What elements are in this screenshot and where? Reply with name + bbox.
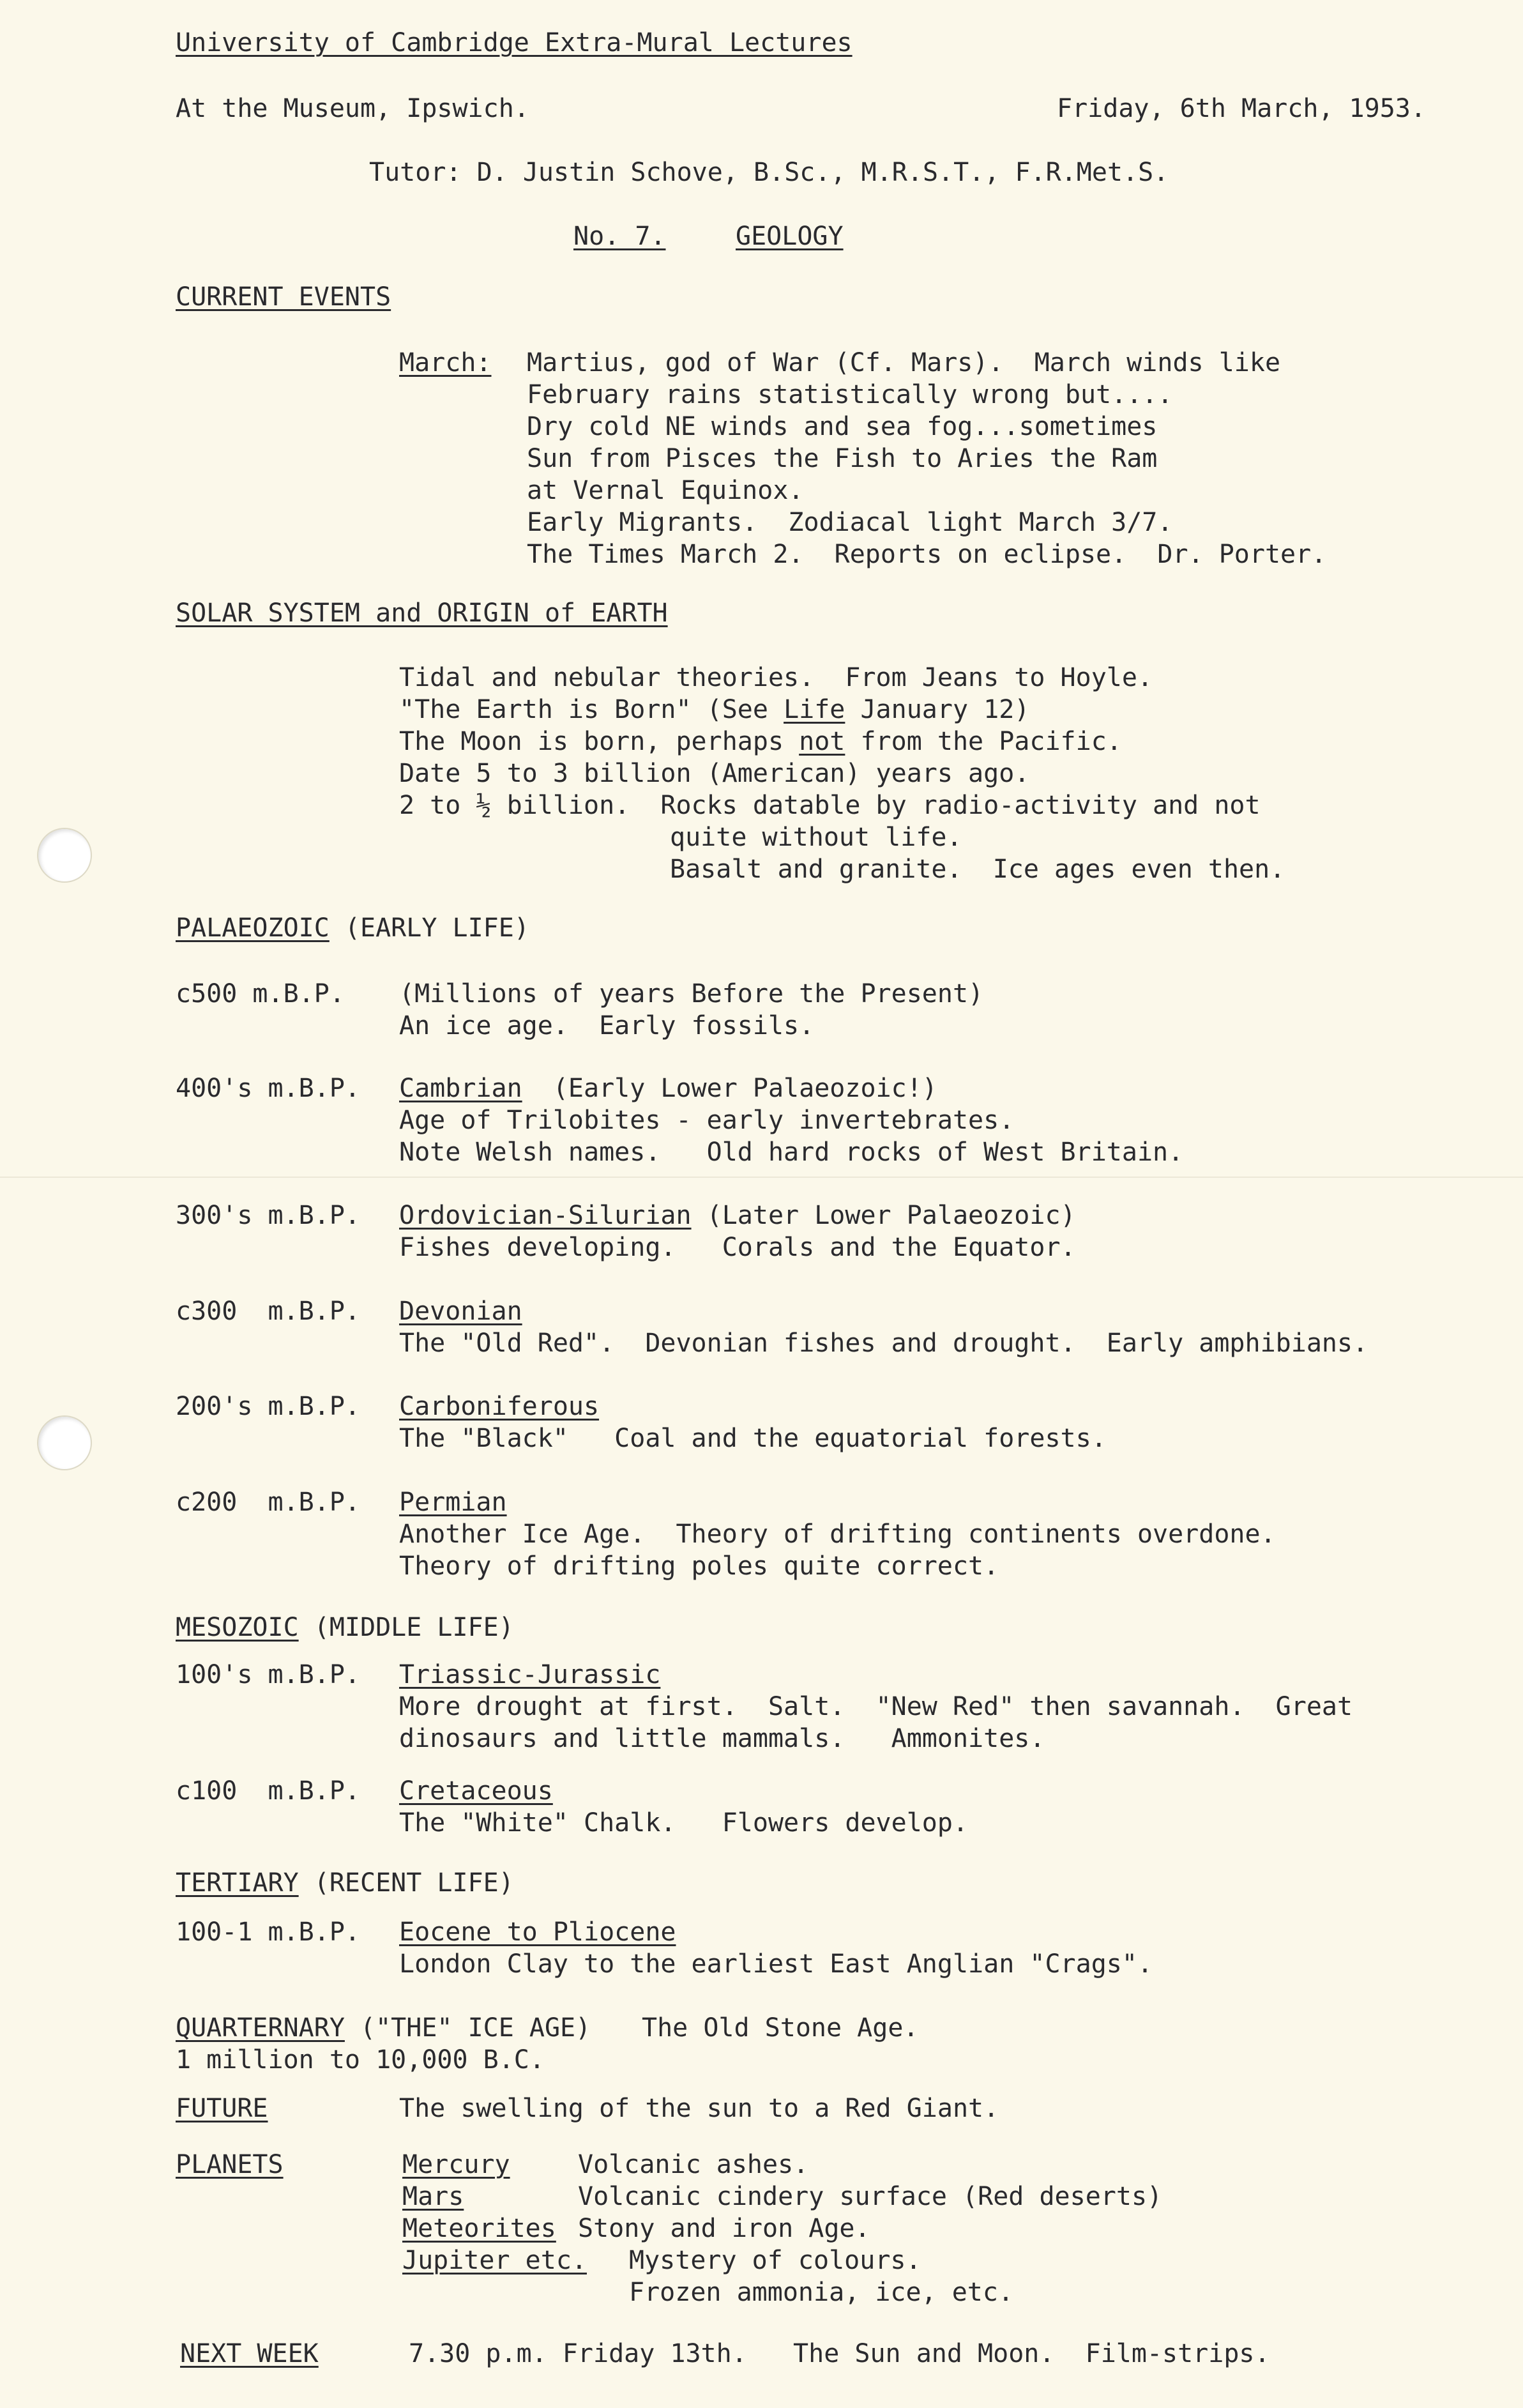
era-name: PALAEOZOIC: [176, 913, 330, 943]
period-line: Note Welsh names. Old hard rocks of West Britain.: [399, 1138, 1184, 1167]
period-title: [399, 1072, 937, 1104]
period-line: Another Ice Age. Theory of drifting continents overdone.: [399, 1520, 1276, 1549]
quaternary-note: The Old Stone Age.: [642, 2013, 919, 2043]
future-text: The swelling of the sun to a Red Giant.: [399, 2094, 999, 2123]
emphasis-not: not: [799, 727, 845, 756]
era-name: MESOZOIC: [176, 1613, 299, 1642]
period-name: Devonian: [399, 1297, 522, 1326]
period-line: An ice age. Early fossils.: [399, 1011, 815, 1040]
venue: At the Museum, Ipswich.: [176, 94, 529, 123]
period-age: 400's m.B.P.: [176, 1074, 360, 1103]
mesozoic-heading: [176, 1612, 514, 1643]
solar-system-heading: SOLAR SYSTEM and ORIGIN of EARTH: [176, 598, 668, 628]
period-line: Fishes developing. Corals and the Equator.: [399, 1233, 1076, 1262]
tutor: Tutor: D. Justin Schove, B.Sc., M.R.S.T., F.R.Met.S.: [369, 158, 1169, 187]
period-line: Theory of drifting poles quite correct.: [399, 1551, 999, 1581]
next-week-heading: NEXT WEEK: [180, 2339, 319, 2368]
planet-name: Jupiter etc.: [402, 2246, 587, 2275]
period-name: Ordovician-Silurian: [399, 1201, 692, 1230]
current-events-line: Dry cold NE winds and sea fog...sometimes: [527, 412, 1158, 441]
solar-system-text: The Moon is born, perhaps: [399, 727, 799, 756]
period-title: [399, 1200, 1076, 1231]
planet-note: Stony and iron Age.: [578, 2214, 870, 2243]
punch-hole-bottom: [37, 1415, 92, 1470]
current-events-line: Early Migrants. Zodiacal light March 3/7.: [527, 508, 1173, 537]
period-note: (Millions of years Before the Present): [399, 979, 984, 1009]
period-name: Carboniferous: [399, 1392, 600, 1421]
quaternary-heading: [176, 2012, 591, 2044]
planet-note: Volcanic ashes.: [578, 2150, 809, 2179]
period-name: Triassic-Jurassic: [399, 1660, 661, 1689]
quaternary-range: 1 million to 10,000 B.C.: [176, 2045, 545, 2075]
punch-hole-top: [37, 828, 92, 883]
solar-system-line: [399, 694, 1029, 726]
planet-name: Mars: [402, 2182, 464, 2211]
planet-name: Mercury: [402, 2150, 510, 2179]
era-subtitle: (RECENT LIFE): [298, 1868, 514, 1898]
period-line: London Clay to the earliest East Anglian "Crags".: [399, 1949, 1153, 1979]
tertiary-heading: [176, 1867, 514, 1899]
era-name: QUARTERNARY: [176, 2013, 345, 2043]
life-magazine-ref: Life: [784, 695, 845, 724]
current-events-line: Sun from Pisces the Fish to Aries the Ram: [527, 444, 1158, 473]
solar-system-line: Date 5 to 3 billion (American) years ago.: [399, 759, 1030, 788]
solar-system-line: quite without life.: [670, 823, 962, 852]
period-name: Permian: [399, 1488, 507, 1517]
solar-system-line: Tidal and nebular theories. From Jeans to Hoyle.: [399, 663, 1153, 692]
paper-fold: [0, 1177, 1523, 1178]
lecture-number: No. 7.: [573, 222, 666, 251]
planet-note: Mystery of colours.: [629, 2246, 921, 2275]
period-age: 200's m.B.P.: [176, 1392, 360, 1421]
current-events-line: Martius, god of War (Cf. Mars). March winds like: [527, 348, 1281, 377]
period-age: c200 m.B.P.: [176, 1488, 360, 1517]
lecture-title: GEOLOGY: [736, 222, 844, 251]
period-age: 100's m.B.P.: [176, 1660, 360, 1689]
period-age: 100-1 m.B.P.: [176, 1917, 360, 1947]
period-age: c100 m.B.P.: [176, 1776, 360, 1806]
current-events-line: at Vernal Equinox.: [527, 476, 804, 505]
solar-system-text: from the Pacific.: [845, 727, 1122, 756]
period-line: dinosaurs and little mammals. Ammonites.: [399, 1724, 1045, 1753]
month-label: March:: [399, 348, 492, 377]
solar-system-text: January 12): [845, 695, 1030, 724]
planet-note: Volcanic cindery surface (Red deserts): [578, 2182, 1163, 2211]
era-subtitle: (EARLY LIFE): [329, 913, 529, 943]
period-line: More drought at first. Salt. "New Red" then savannah. Great: [399, 1692, 1353, 1721]
current-events-line: February rains statistically wrong but....: [527, 380, 1173, 409]
solar-system-text: "The Earth is Born" (See: [399, 695, 784, 724]
period-line: Age of Trilobites - early invertebrates.: [399, 1106, 1015, 1135]
palaeozoic-heading: [176, 912, 529, 944]
era-subtitle: ("THE" ICE AGE): [344, 2013, 591, 2043]
period-note: (Later Lower Palaeozoic): [691, 1201, 1076, 1230]
period-line: The "Black" Coal and the equatorial forests.: [399, 1424, 1107, 1453]
period-line: The "White" Chalk. Flowers develop.: [399, 1808, 969, 1838]
period-age: c500 m.B.P.: [176, 979, 345, 1009]
period-name: Cambrian: [399, 1074, 522, 1103]
lecture-date: Friday, 6th March, 1953.: [1057, 94, 1426, 123]
period-name: Cretaceous: [399, 1776, 553, 1806]
period-name: Eocene to Pliocene: [399, 1917, 676, 1947]
planets-heading: PLANETS: [176, 2150, 284, 2179]
current-events-line: The Times March 2. Reports on eclipse. Dr. Porter.: [527, 540, 1327, 569]
solar-system-line: [399, 726, 1122, 758]
period-age: c300 m.B.P.: [176, 1297, 360, 1326]
period-age: 300's m.B.P.: [176, 1201, 360, 1230]
future-heading: FUTURE: [176, 2094, 268, 2123]
planet-note: Frozen ammonia, ice, etc.: [629, 2278, 1014, 2307]
era-subtitle: (MIDDLE LIFE): [298, 1613, 514, 1642]
planet-name: Meteorites: [402, 2214, 556, 2243]
current-events-heading: CURRENT EVENTS: [176, 282, 391, 312]
solar-system-line: 2 to ½ billion. Rocks datable by radio-activity and not: [399, 791, 1261, 820]
next-week-text: 7.30 p.m. Friday 13th. The Sun and Moon. Film-strips.: [409, 2339, 1270, 2368]
era-name: TERTIARY: [176, 1868, 299, 1898]
period-note: (Early Lower Palaeozoic!): [522, 1074, 937, 1103]
period-line: The "Old Red". Devonian fishes and drought. Early amphibians.: [399, 1329, 1368, 1358]
university-title: University of Cambridge Extra-Mural Lectures: [176, 28, 852, 57]
solar-system-line: Basalt and granite. Ice ages even then.: [670, 855, 1285, 884]
